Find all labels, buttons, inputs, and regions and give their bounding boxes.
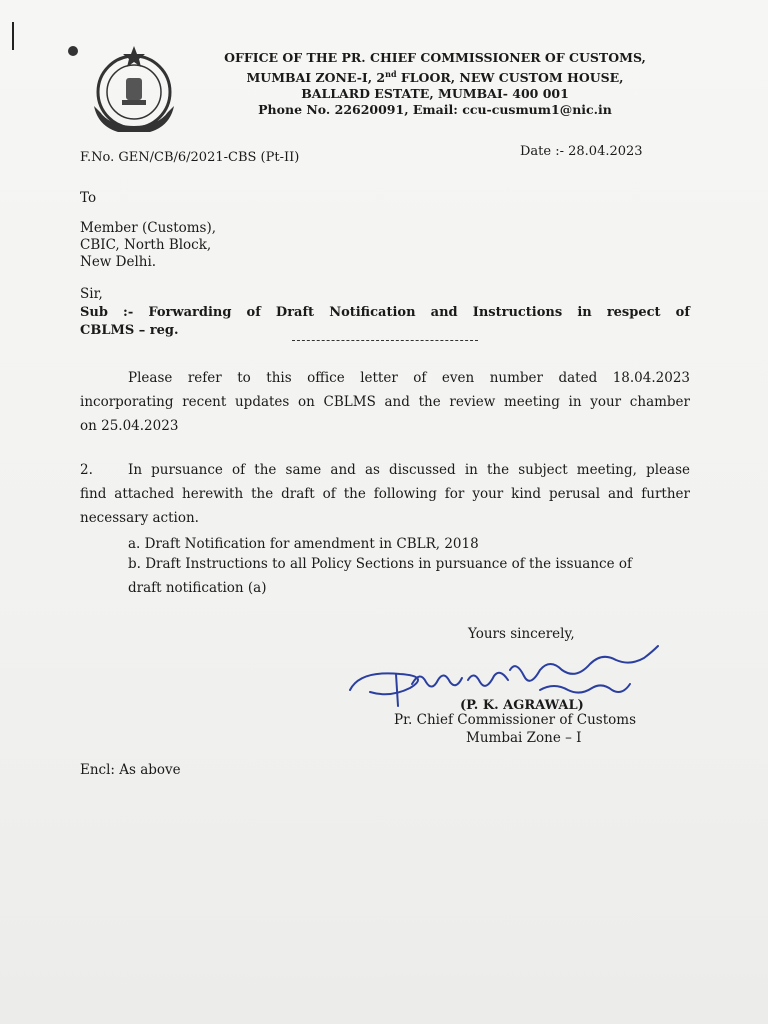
subject-line-2: CBLMS – reg. — [80, 323, 179, 338]
enclosure-note: Encl: As above — [80, 762, 181, 778]
file-number: F.No. GEN/CB/6/2021-CBS (Pt-II) — [80, 150, 300, 165]
closing: Yours sincerely, — [468, 626, 575, 642]
punch-hole-dot — [68, 46, 78, 56]
address-line: Member (Customs), — [80, 220, 217, 236]
letterhead-contact: Phone No. 22620091, Email: ccu-cusmum1@nic.in — [258, 102, 612, 118]
scan-edge-mark — [12, 22, 14, 50]
letterhead-location: MUMBAI ZONE-I, 2nd FLOOR, NEW CUSTOM HOUSE, — [246, 69, 624, 86]
list-item-a: a. Draft Notification for amendment in CBLR, 2018 — [128, 536, 479, 552]
letter-date: Date :- 28.04.2023 — [520, 144, 643, 159]
list-item-b: b. Draft Instructions to all Policy Sections in pursuance of the issuance of draft notification (a) — [128, 556, 633, 596]
signatory-zone: Mumbai Zone – I — [466, 730, 582, 746]
customs-emblem-icon — [88, 42, 180, 138]
address-line: New Delhi. — [80, 254, 157, 270]
letterhead — [200, 50, 670, 118]
address-line: CBIC, North Block, — [80, 237, 212, 253]
to-label: To — [80, 190, 97, 206]
subject — [80, 304, 690, 340]
subject-divider — [292, 340, 478, 341]
recipient-address — [80, 220, 216, 271]
letterhead-address: BALLARD ESTATE, MUMBAI- 400 001 — [301, 86, 569, 102]
signatory-name: (P. K. AGRAWAL) — [460, 698, 584, 713]
paragraph-2: 2. In pursuance of the same and as discussed in the subject meeting, please find attached herewith the draft of the following for your kind perusal and further necessary action. — [80, 462, 690, 526]
signatory-designation: Pr. Chief Commissioner of Customs — [394, 712, 637, 728]
subject-line-1: Sub :- Forwarding of Draft Notification and Instructions in respect of — [80, 305, 690, 320]
letterhead-office: OFFICE OF THE PR. CHIEF COMMISSIONER OF CUSTOMS, — [224, 50, 646, 65]
paragraph-1: Please refer to this office letter of even number dated 18.04.2023 incorporating recent updates on CBLMS and the review meeting in your chamber on 25.04.2023 — [80, 370, 690, 434]
salutation: Sir, — [80, 286, 103, 302]
